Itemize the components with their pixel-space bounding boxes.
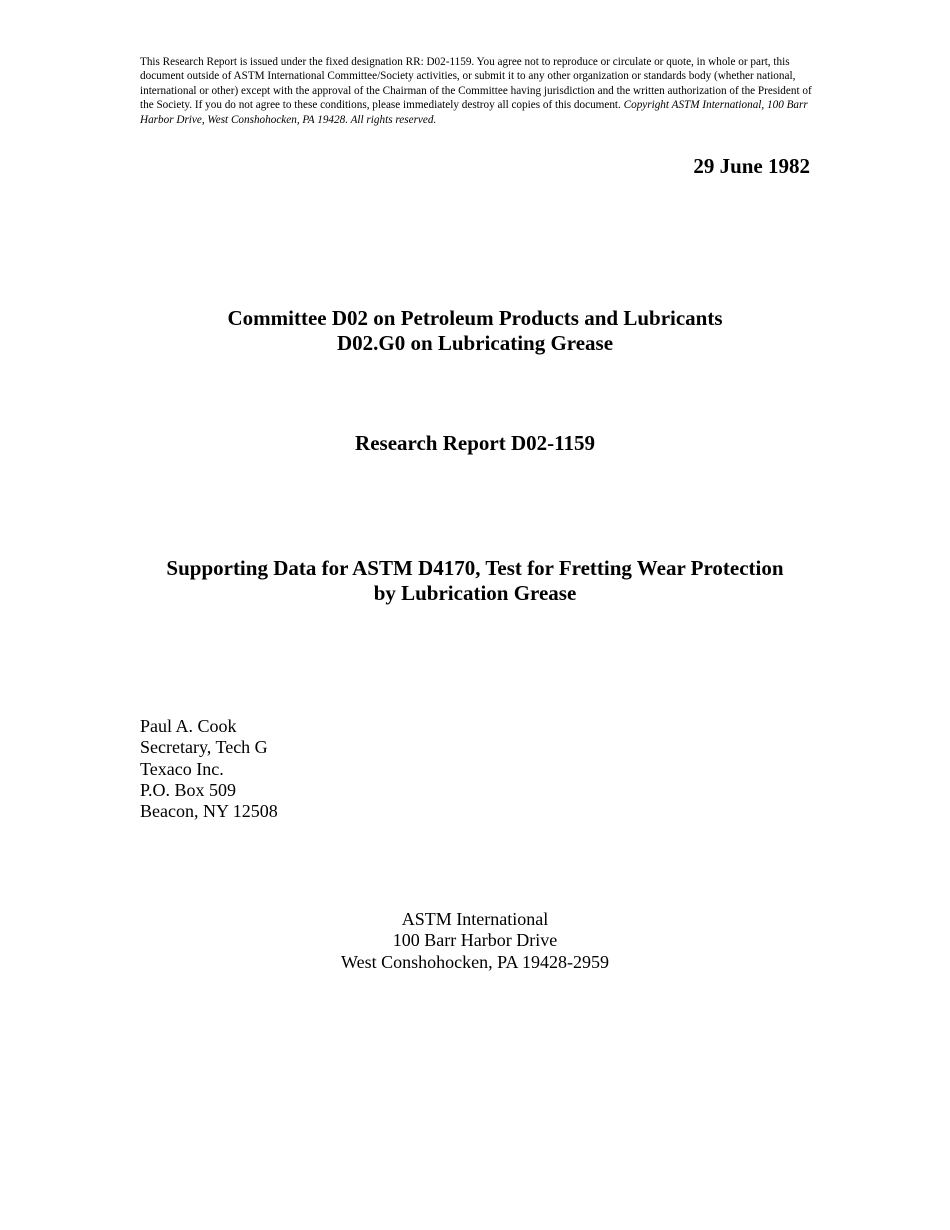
author-address-block <box>140 716 278 822</box>
author-name: Paul A. Cook <box>140 716 237 736</box>
committee-heading <box>0 306 950 356</box>
copyright-line: Copyright ASTM International, 100 Barr Harbor Drive, West Conshohocken, PA 19428. All rights reserved. <box>140 99 808 126</box>
report-title-line-1: Supporting Data for ASTM D4170, Test for Fretting Wear Protection <box>166 556 784 580</box>
copyright-notice <box>140 55 812 127</box>
report-title-line-2: by Lubrication Grease <box>373 581 577 605</box>
author-city: Beacon, NY 12508 <box>140 801 278 822</box>
notice-text: This Research Report is issued under the fixed designation RR: D02-1159. You agree not to reproduce or circulate or quote, in whole or part, this document outside of ASTM International Committee/Society activities, or submit it to any other organization or standards body (whether national, international or other) except with the approval of the Chairman of the Committee having jurisdiction and the written authorization of the President of the Society. If you do not agree to these conditions, please immediately destroy all copies of this document. <box>140 56 812 112</box>
author-po-box: P.O. Box 509 <box>140 779 237 800</box>
author-position: Secretary, Tech G <box>140 737 268 758</box>
organization-city: West Conshohocken, PA 19428-2959 <box>341 951 609 972</box>
author-company: Texaco Inc. <box>140 758 224 779</box>
organization-address-block <box>0 909 950 973</box>
organization-name: ASTM International <box>401 909 549 929</box>
report-title <box>0 556 950 606</box>
subcommittee-name: D02.G0 on Lubricating Grease <box>336 331 614 355</box>
committee-name: Committee D02 on Petroleum Products and Lubricants <box>227 306 723 330</box>
report-number: Research Report D02-1159 <box>355 431 595 455</box>
organization-street: 100 Barr Harbor Drive <box>392 930 558 951</box>
report-date: 29 June 1982 <box>693 154 810 178</box>
